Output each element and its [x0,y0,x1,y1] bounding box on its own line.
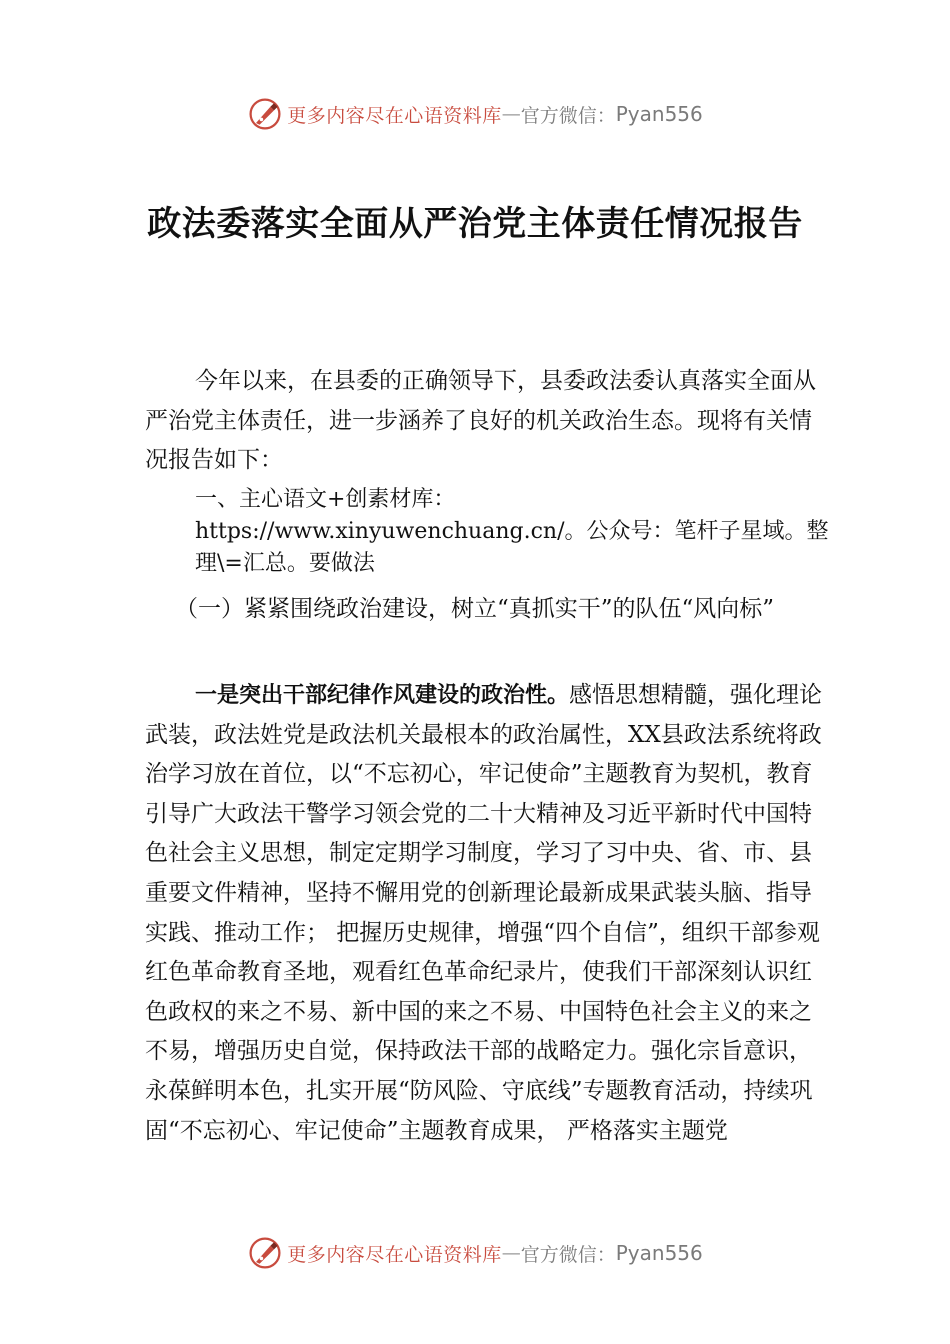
subsection-heading: （一）紧紧围绕政治建设，树立“真抓实干”的队伍“风向标” [175,596,775,622]
watermark-wechat-label: 官方微信： [520,1243,616,1266]
intro-paragraph: 今年以来，在县委的正确领导下，县委政法委认真落实全面从严治党主体责任，进一步涵养了良好的机关政治生态。现将有关情况报告如下： [145,368,816,473]
point-one-body: 感悟思想精髓，强化理论武装，政法姓党是政法机关最根本的政治属性，XX县政法系统将政治学习放在首位，以“不忘初心，牢记使命”主题教育为契机，教育引导广大政法干警学习领会党的二十大精神及习近平新时代中国特色社会主义思想，制定定期学习制度，学习了习中央、省、市、县重要文件精神，坚持不懈用党的创新理论最新成果武装头脑、指导实践、推动工作； 把握历史规律，增强“四个自信”，组织干部参观红色革命教育圣地，观看红色革命纪录片，使我们干部深刻认识红色政权的来之不易、新中国的来之不易、中国特色社会主义的来之不易，增强历史自觉，保持政法干部的战略定力。强化宗旨意识，永葆鲜明本色，扎实开展“防风险、守底线”专题教育活动，持续巩固“不忘初心、牢记使命”主题教育成果， 严格落实主题党 [145,682,823,1144]
watermark-separator: — [501,1242,521,1264]
watermark-wechat-label: 官方微信： [520,104,616,127]
watermark-brand-text: 更多内容尽在心语资料库 [287,1243,502,1266]
footer-watermark-banner [0,1231,950,1275]
watermark-wechat-id: Pyan556 [615,102,703,126]
watermark-wechat-id: Pyan556 [615,1241,703,1265]
watermark-brand-text: 更多内容尽在心语资料库 [287,104,502,127]
header-watermark-banner [0,92,950,136]
pen-nib-logo-icon [247,96,283,132]
watermark-separator: — [501,103,521,125]
pen-nib-logo-icon [247,1235,283,1271]
document-title: 政法委落实全面从严治党主体责任情况报告 [147,204,803,244]
point-one-paragraph [145,676,825,1151]
point-one-lead: 一是突出干部纪律作风建设的政治性。 [195,683,570,708]
section-heading: 一、主心语文+创素材库：https://www.xinyuwenchuang.cn/。公众号：笔杆子星域。整理\=汇总。要做法 [195,487,829,576]
